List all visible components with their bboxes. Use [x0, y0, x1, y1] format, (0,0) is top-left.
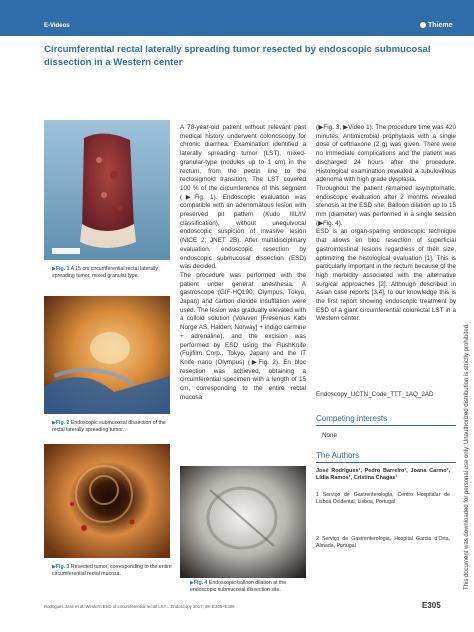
thieme-logo-icon	[420, 22, 426, 28]
figure-2-image	[44, 296, 170, 414]
publisher-name: Thieme	[428, 22, 453, 29]
page-number: E305	[422, 601, 441, 610]
author-names: José Rodrigues¹, Pedro Barreiro¹, Joana Carmo¹, Lídia Ramos¹, Cristina Chagas¹	[316, 468, 450, 482]
code-text: Endoscopy_UCTN_Code_TTT_1AQ_2AD	[316, 391, 434, 398]
competing-interests-heading: Competing interests	[316, 414, 388, 423]
divider	[316, 462, 456, 463]
affiliation-1: 1 Serviço de Gastrenterologia, Centro Hospitalar de Lisboa Ocidental, Lisboa, Portugal	[316, 492, 450, 505]
body-column-2: (▶Fig. 3, ▶Video 1). The procedure time was 420 minutes. Antimicrobial prophylaxis with a single dose of ceftriaxone (2 g) was given. There were no immediate complications and the patient was discharged 24 hours after the procedure. Histological examination revealed a tubulovillous adenoma with high grade dysplasia. Throughout the patient remained asymptomatic, endoscopic evaluation after 2 months revealed stenosis at the ESD site. Balloon dilation up to 15 mm (diameter) was performed in a single session (▶Fig. 4). ESD is an organ-sparing endoscopic technique that allows en bloc resection of superficial gastrointestinal lesions regardless of their size, optimizing the histological evaluation [1]. This is particularly important in the rectum because of the high morbidity associated with the alternative surgical approaches [2]. Although described in Asian case reports [3,4], to our knowledge this is the first report showing endoscopic treatment by ESD of a giant circumferential colorectal LST in a Western center.	[316, 124, 456, 323]
affiliation-2: 2 Serviço de Gastrenterologia, Hospital Garcia d’Orta, Almada, Portugal	[316, 536, 450, 549]
article-title: Circumferential rectal laterally spreading tumor resected by endoscopic submucosal dissection in a Western center	[44, 44, 431, 68]
triangle-icon: ▶	[52, 564, 56, 570]
citation-footer: Rodrigues José et al. Western ESD of circumferential rectal LST... Endoscopy 2017; 49: E305–E306	[44, 604, 235, 609]
figure-1-caption: ▶Fig. 1 A 15 cm circumferential rectal laterally spreading tumor, mixed granular type.	[52, 266, 158, 279]
publisher-logo	[420, 22, 453, 29]
section-label: E-Videos	[44, 23, 70, 29]
authors-heading: The Authors	[316, 451, 360, 460]
divider	[316, 425, 456, 426]
header-bar	[0, 0, 474, 36]
figure-2-caption: ▶Fig. 2 Endoscopic submucosal dissection of the rectal laterally spreading tumor.	[52, 420, 166, 433]
figure-1-image	[44, 120, 170, 260]
figure-3-image	[44, 444, 170, 558]
figure-4-image	[180, 466, 306, 578]
triangle-icon: ▶	[52, 266, 56, 272]
competing-interests-text: None	[322, 432, 338, 439]
figure-3-caption: ▶Fig. 3 Resected tumor, corresponding to the entire circumferential rectal mucosa.	[52, 564, 172, 577]
triangle-icon: ▶	[52, 420, 56, 426]
body-column-1: A 78-year-old patient without relevant past medical history underwent colonoscopy for chronic diarrhea. Examination identified a laterally spreading tumor (LST), mixed-granular-type (nodules up to 1 cm) in the rectum, from the pectin line to the rectosigmoid transition. The LST covered 100 % of the circumference of this segment (▶Fig. 1). Endoscopic evaluation was compatible with an adenomatous lesion with preserved pit pattern (Kudo IIIL/IV classification), without unequivocal endoscopic suspicion of invasive lesion (NICE 2; JNET 2B). After multidisciplinary evaluation, endoscopic resection by endoscopic submucosal dissection (ESD) was decided. The procedure was performed with the patient under general anesthesia. A gastroscope (GIF-HQ190; Olympus, Tokyo, Japan) and carbon dioxide insufflation were used. The lesion was gradually elevated with a colloid solution (Voluven [Fresenius Kabi Norge AS, Halden, Norway] + indigo carmine + adrenaline), and the excision was performed by ESD using the FlushKnife (Fujifilm Corp., Tokyo, Japan) and the IT Knife nano (Olympus) (▶Fig. 2). En bloc resection was achieved, obtaining a circumferential specimen with a length of 15 cm, corresponding to the entire rectal mucosa	[180, 124, 306, 401]
figure-4-caption: ▶Fig. 4 Endoscopic balloon dilation at the endoscopic submucosal dissection site.	[190, 580, 287, 593]
triangle-icon: ▶	[190, 580, 194, 586]
download-notice: This document was downloaded for personal use only. Unauthorized distribution is strictly prohibited.	[464, 323, 470, 590]
